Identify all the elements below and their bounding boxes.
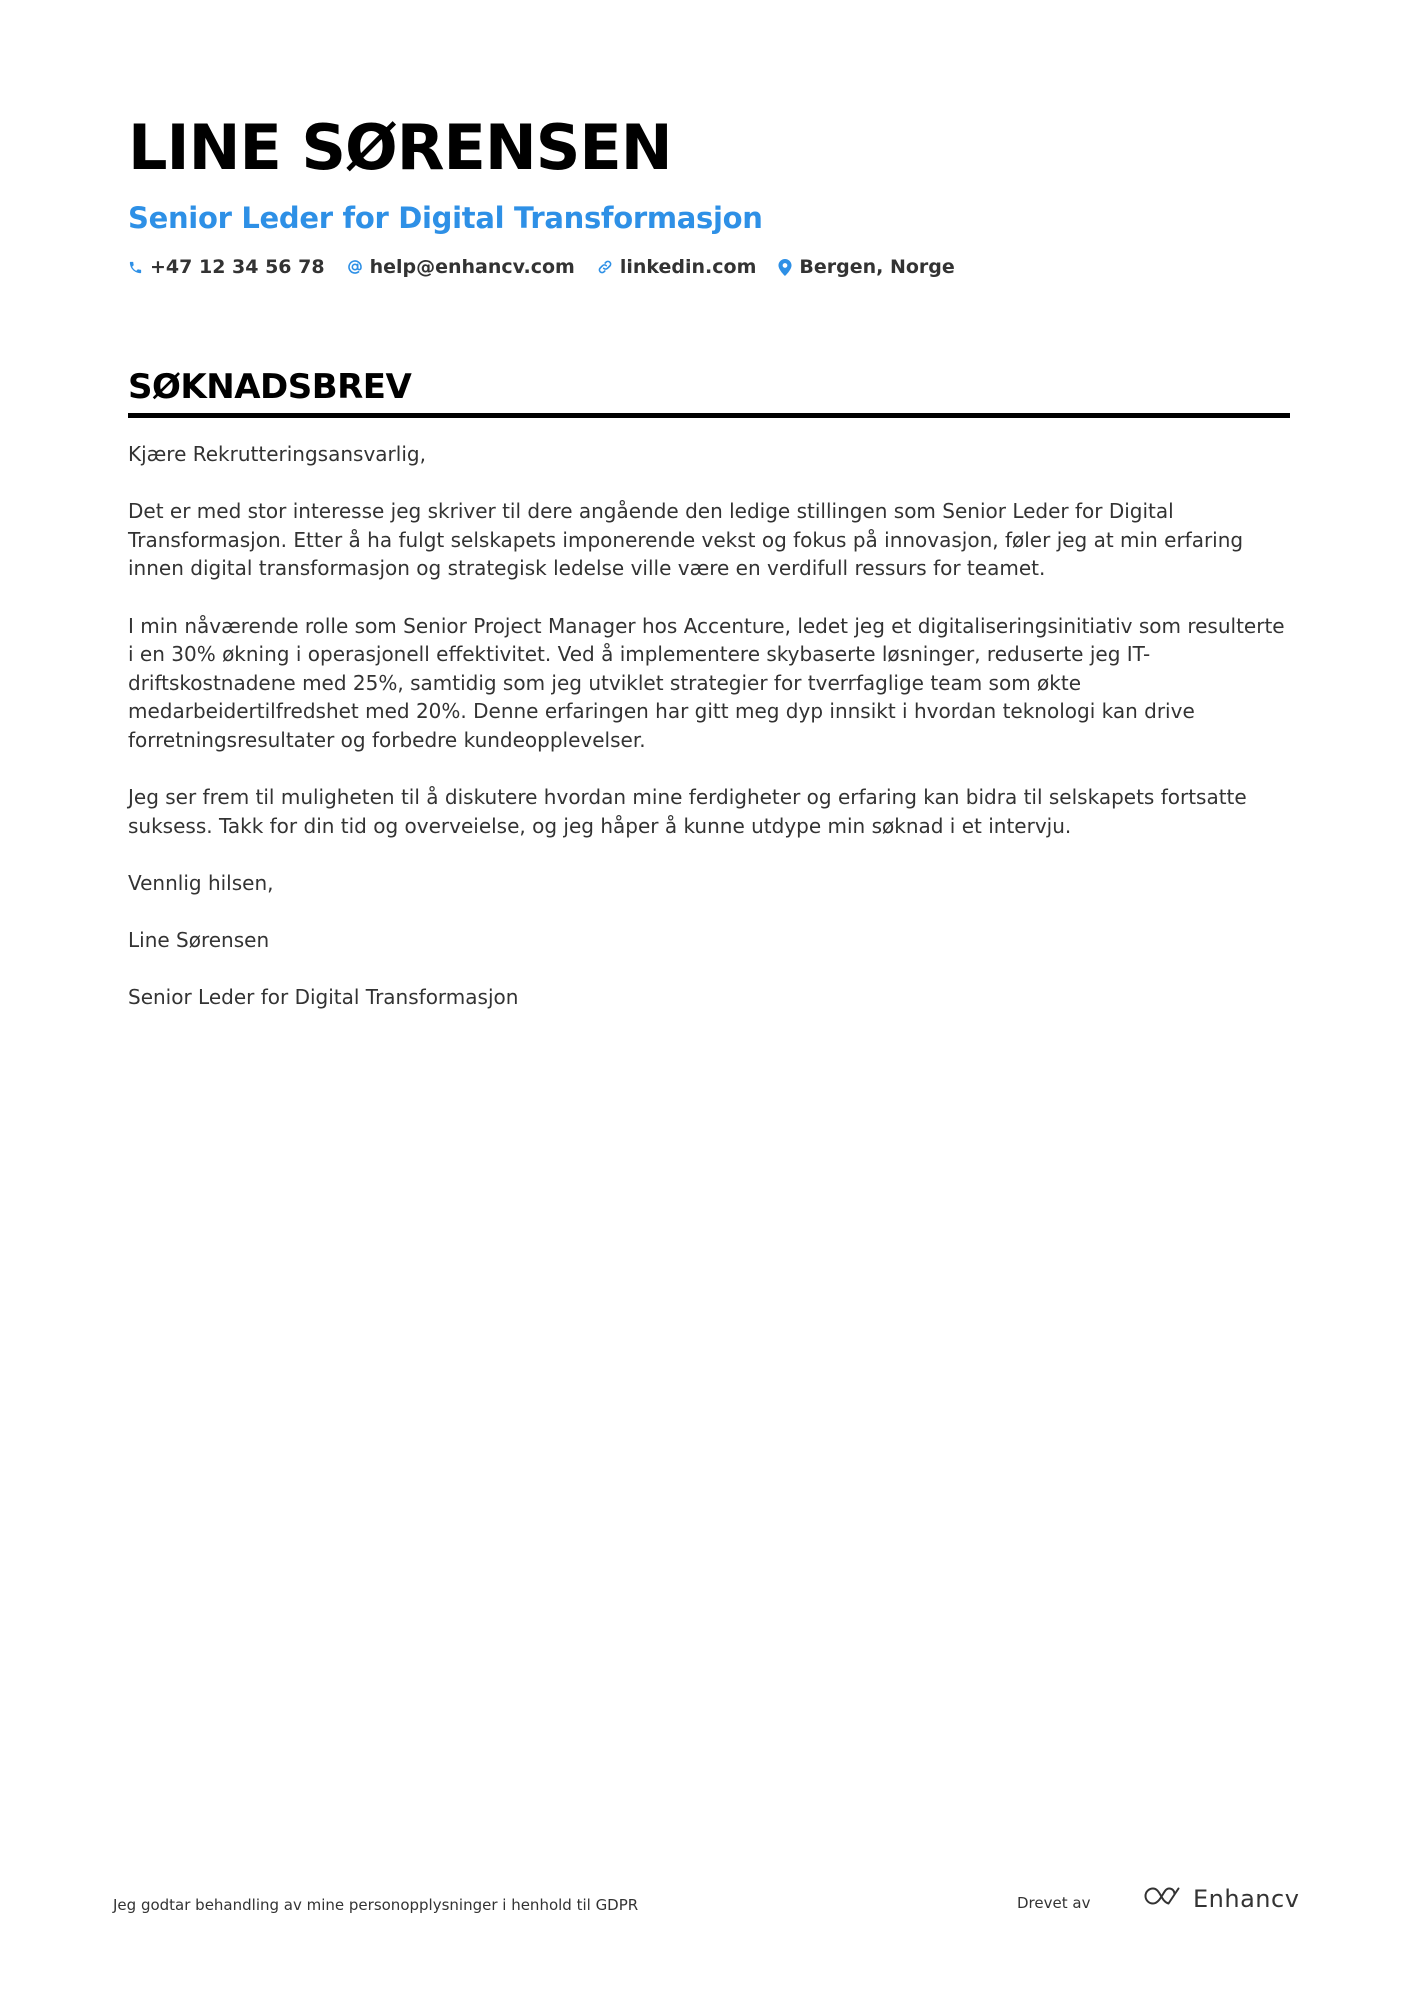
linkedin-text: linkedin.com [619,256,757,278]
email-text: help@enhancv.com [369,256,575,278]
contact-phone[interactable] [128,256,325,278]
letter-greeting: Kjære Rekrutteringsansvarlig, [128,442,426,466]
cover-letter-section [128,365,1290,1040]
applicant-role: Senior Leder for Digital Transformasjon [128,201,763,235]
contact-location [778,256,954,278]
contact-bar [128,256,1288,278]
contact-linkedin[interactable] [597,256,757,278]
signature-title: Senior Leder for Digital Transformasjon [128,985,519,1010]
enhancv-logo[interactable] [1139,1884,1299,1914]
letter-paragraph: I min nåværende rolle som Senior Project Manager hos Accenture, ledet jeg et digitaliseringsinitiativ som resulterte i en 30% økning i operasjonell effektivitet. Ved å implementere skybaserte løsninger, reduserte jeg IT-driftskostnadene med 25%, samtidig som jeg utviklet strategier for tverrfaglige team som økte medarbeidertilfredshet med 20%. Denne erfaringen har gitt meg dyp innsikt i hvordan teknologi kan drive forretningsresultater og forbedre kundeopplevelser. [128,613,1285,752]
page-footer [113,1885,1300,1920]
link-icon [597,259,613,275]
location-pin-icon [778,259,792,276]
phone-text: +47 12 34 56 78 [150,256,325,278]
enhancv-logo-icon [1139,1884,1185,1914]
letter-closing: Vennlig hilsen, [128,870,274,895]
signature-name: Line Sørensen [128,928,270,953]
at-icon [347,259,363,275]
contact-email[interactable] [347,256,575,278]
powered-by-text: Drevet av [1017,1894,1091,1912]
section-title: SØKNADSBREV [128,365,1290,418]
letter-paragraph: Det er med stor interesse jeg skriver til dere angående den ledige stillingen som Senior Leder for Digital Transformasjon. Etter å ha fulgt selskapets imponerende vekst og fokus på innovasjon, føler jeg at min erfaring innen digital transformasjon og strategisk ledelse ville være en verdifull ressurs for teamet. [128,499,1244,581]
gdpr-consent-text: Jeg godtar behandling av mine personopplysninger i henhold til GDPR [113,1896,639,1914]
location-text: Bergen, Norge [799,256,955,278]
applicant-name: LINE SØRENSEN [128,111,672,184]
resume-header [128,108,1288,278]
enhancv-brand-name: Enhancv [1193,1885,1300,1913]
letter-body [128,440,1290,1012]
letter-paragraph: Jeg ser frem til muligheten til å diskutere hvordan mine ferdigheter og erfaring kan bidra til selskapets fortsatte suksess. Takk for din tid og overveielse, og jeg håper å kunne utdype min søknad i et intervju. [128,785,1247,838]
phone-icon [128,260,143,275]
